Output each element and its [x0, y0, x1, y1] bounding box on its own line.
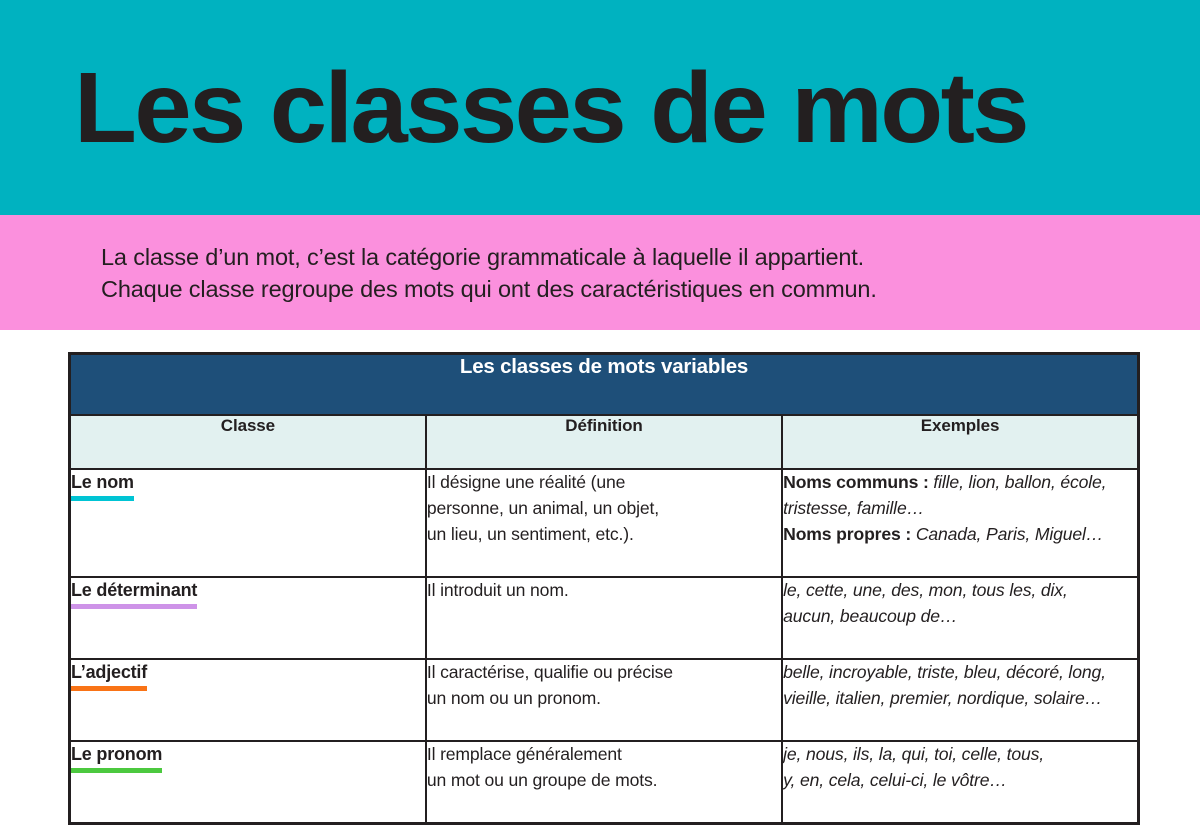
row-classe-cell [70, 741, 426, 824]
column-header-classe: Classe [70, 415, 426, 469]
table-title: Les classes de mots variables [459, 355, 749, 378]
table-title-row [70, 354, 1139, 416]
column-header-definition: Définition [426, 415, 782, 469]
title-banner [0, 0, 1200, 215]
example-line: vieille, italien, premier, nordique, solaire… [783, 687, 1103, 708]
row-definition-cell: Il désigne une réalité (une personne, un animal, un objet, un lieu, un sentiment, etc.). [426, 469, 782, 577]
example-line: je, nous, ils, la, qui, toi, celle, tous, [783, 744, 1044, 764]
row-examples-cell [782, 577, 1138, 659]
table-row [70, 659, 1139, 741]
example-line: le, cette, une, des, mon, tous les, dix, [783, 580, 1068, 600]
classe-label: Le déterminant [71, 579, 197, 609]
table-header-row [70, 415, 1139, 469]
example-line: belle, incroyable, triste, bleu, décoré, long, [783, 662, 1106, 682]
row-definition-cell: Il caractérise, qualifie ou précise un nom ou un pronom. [426, 659, 782, 741]
table-row [70, 469, 1139, 577]
classe-label: Le pronom [71, 743, 162, 773]
example-line: y, en, cela, celui-ci, le vôtre… [783, 769, 1007, 790]
intro-line-1: La classe d’un mot, c’est la catégorie grammaticale à laquelle il appartient. [101, 244, 865, 270]
row-classe-cell [70, 577, 426, 659]
row-examples-cell [782, 659, 1138, 741]
row-definition-cell: Il introduit un nom. [426, 577, 782, 659]
row-classe-cell [70, 469, 426, 577]
example-line: tristesse, famille… [783, 497, 925, 518]
example-line: Noms communs : fille, lion, ballon, école, [783, 472, 1107, 492]
classe-label: Le nom [71, 471, 134, 501]
row-examples-cell [782, 469, 1138, 577]
intro-band [0, 215, 1200, 330]
page-title: Les classes de mots [74, 51, 1028, 164]
intro-line-2: Chaque classe regroupe des mots qui ont des caractéristiques en commun. [101, 276, 877, 303]
row-classe-cell [70, 659, 426, 741]
table-row [70, 577, 1139, 659]
example-line: aucun, beaucoup de… [783, 605, 958, 626]
column-header-exemples: Exemples [782, 415, 1138, 469]
row-examples-cell [782, 741, 1138, 824]
table-container [0, 330, 1200, 825]
word-classes-table [68, 352, 1140, 825]
table-row [70, 741, 1139, 824]
table-title-cell [70, 354, 1139, 416]
classe-label: L’adjectif [71, 661, 147, 691]
example-line: Noms propres : Canada, Paris, Miguel… [783, 523, 1104, 544]
row-definition-cell: Il remplace généralement un mot ou un groupe de mots. [426, 741, 782, 824]
